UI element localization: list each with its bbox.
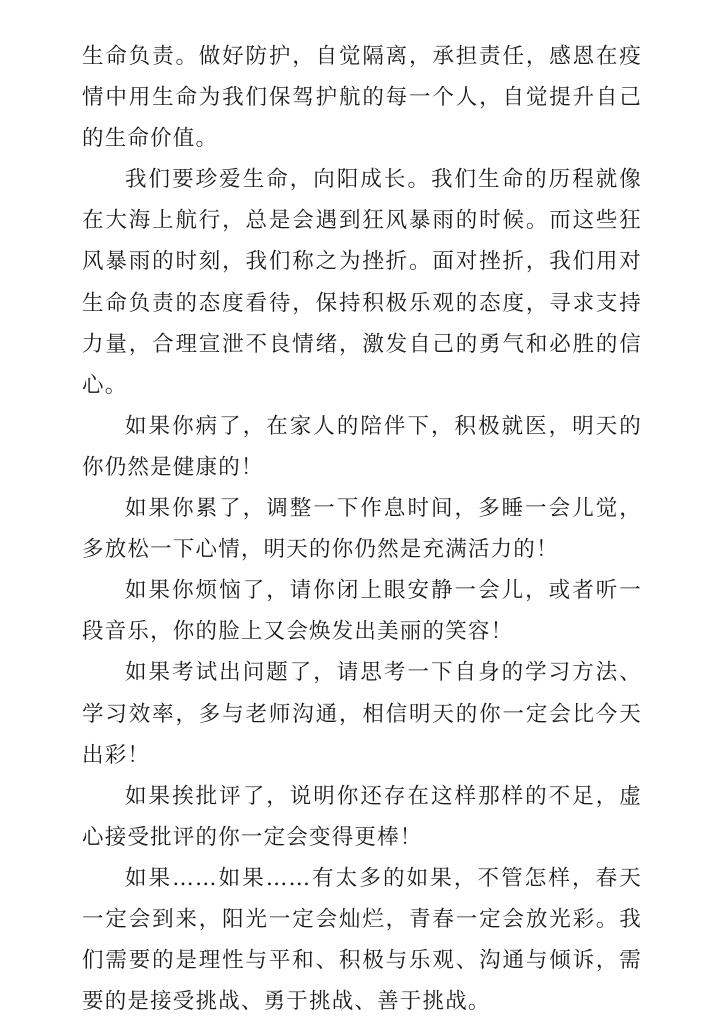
- paragraph: 如果你烦恼了，请你闭上眼安静一会儿，或者听一段音乐，你的脸上又会焕发出美丽的笑容！: [82, 578, 642, 645]
- body-text: [82, 36, 642, 1022]
- paragraph: 如果……如果……有太多的如果，不管怎样，春天一定会到来，阳光一定会灿烂，青春一定会放光彩。我们需要的是理性与平和、积极与乐观、沟通与倾诉，需要的是接受挑战、勇于挑战、善于挑战。: [82, 865, 642, 1015]
- paragraph: 如果挨批评了，说明你还存在这样那样的不足，虚心接受批评的你一定会变得更棒！: [82, 783, 642, 850]
- paragraph: 如果你累了，调整一下作息时间，多睡一会儿觉，多放松一下心情，明天的你仍然是充满活力的！: [82, 496, 642, 563]
- paragraph: 如果你病了，在家人的陪伴下，积极就医，明天的你仍然是健康的！: [82, 413, 642, 480]
- paragraph: 我们要珍爱生命，向阳成长。我们生命的历程就像在大海上航行，总是会遇到狂风暴雨的时候。而这些狂风暴雨的时刻，我们称之为挫折。面对挫折，我们用对生命负责的态度看待，保持积极乐观的态度，寻求支持力量，合理宣泄不良情绪，激发自己的勇气和必胜的信心。: [82, 167, 642, 398]
- paragraph: 如果考试出问题了，请思考一下自身的学习方法、学习效率，多与老师沟通，相信明天的你一定会比今天出彩！: [82, 660, 642, 768]
- paragraph-continued: 生命负责。做好防护，自觉隔离，承担责任，感恩在疫情中用生命为我们保驾护航的每一个人，自觉提升自己的生命价值。: [82, 44, 642, 152]
